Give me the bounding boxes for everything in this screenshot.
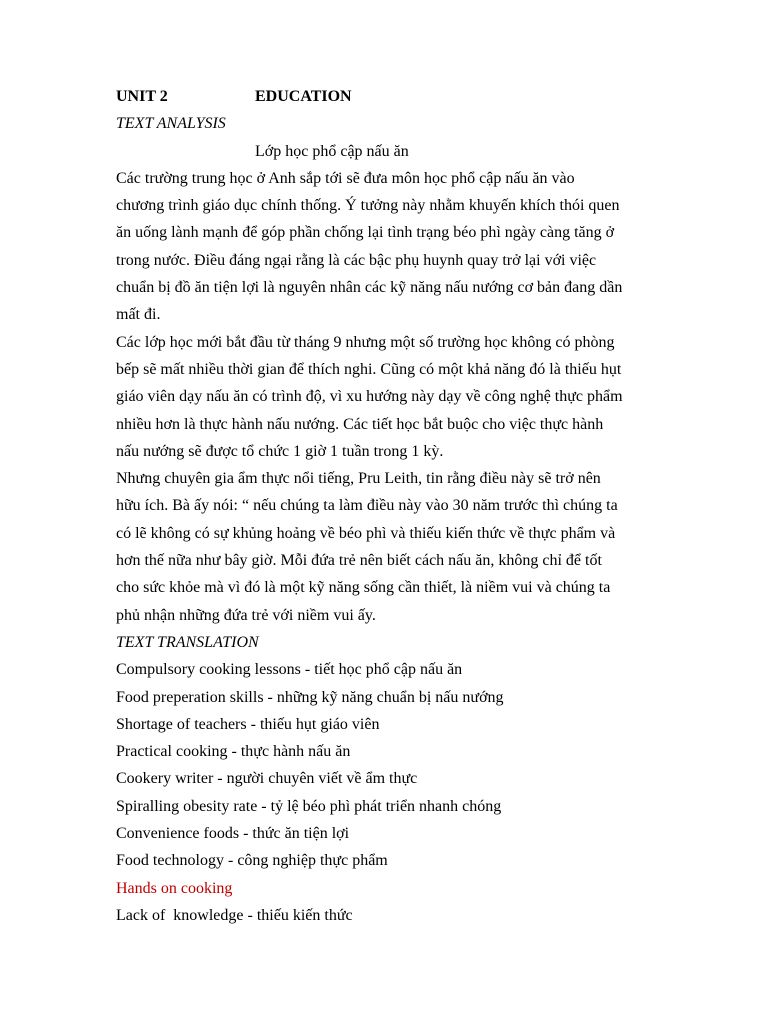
article-title: Lớp học phổ cập nấu ăn	[255, 142, 409, 160]
paragraph-1	[116, 165, 656, 329]
paragraph-line: mất đi.	[116, 306, 161, 324]
text-translation-label: TEXT TRANSLATION	[116, 633, 259, 651]
paragraph-line: nhiều hơn là thực hành nấu nướng. Các tiết học bắt buộc cho việc thực hành	[116, 415, 604, 433]
paragraph-line: nấu nướng sẽ được tổ chức 1 giờ 1 tuần trong 1 kỳ.	[116, 442, 444, 460]
paragraph-line: cho sức khỏe mà vì đó là một kỹ năng sống cần thiết, là niềm vui và chúng ta	[116, 579, 611, 597]
paragraph-2	[116, 329, 656, 465]
text-analysis-label: TEXT ANALYSIS	[116, 115, 226, 133]
vocabulary-item: Food preperation skills - những kỹ năng chuẩn bị nấu nướng	[116, 688, 504, 706]
vocabulary-item: Spiralling obesity rate - tỷ lệ béo phì phát triển nhanh chóng	[116, 797, 502, 815]
paragraph-line: Các lớp học mới bắt đầu từ tháng 9 nhưng một số trường học không có phòng	[116, 333, 615, 351]
paragraph-line: bếp sẽ mất nhiều thời gian để thích nghi. Cũng có một khả năng đó là thiếu hụt	[116, 360, 622, 378]
paragraph-line: hơn thế nữa như bây giờ. Mỗi đứa trẻ nên biết cách nấu ăn, không chỉ để tốt	[116, 552, 602, 570]
paragraph-line: Nhưng chuyên gia ẩm thực nổi tiếng, Pru Leith, tin rằng điều này sẽ trở nên	[116, 470, 601, 488]
paragraph-line: có lẽ không có sự khủng hoảng về béo phì và thiếu kiến thức về thực phẩm và	[116, 524, 616, 542]
unit-heading	[116, 83, 656, 110]
vocabulary-item: Food technology - công nghiệp thực phẩm	[116, 852, 388, 870]
paragraph-line: giáo viên dạy nấu ăn có trình độ, vì xu hướng này dạy về công nghệ thực phẩm	[116, 388, 623, 406]
paragraph-3	[116, 465, 656, 629]
paragraph-line: phủ nhận những đứa trẻ với niềm vui ấy.	[116, 606, 376, 624]
paragraph-line: trong nước. Điều đáng ngại rằng là các bậc phụ huynh quay trở lại với việc	[116, 251, 597, 269]
vocabulary-item: Lack of knowledge - thiếu kiến thức	[116, 906, 353, 924]
document-page	[116, 83, 656, 929]
vocabulary-item: Practical cooking - thực hành nấu ăn	[116, 743, 351, 761]
vocabulary-item: Cookery writer - người chuyên viết về ẩm thực	[116, 770, 418, 788]
paragraph-line: ăn uống lành mạnh để góp phần chống lại tình trạng béo phì ngày càng tăng ở	[116, 224, 615, 242]
unit-number: UNIT 2	[116, 88, 168, 105]
vocabulary-item: Shortage of teachers - thiếu hụt giáo viên	[116, 715, 380, 733]
paragraph-line: chương trình giáo dục chính thống. Ý tưởng này nhằm khuyến khích thói quen	[116, 197, 620, 215]
paragraph-line: Các trường trung học ở Anh sắp tới sẽ đưa môn học phổ cập nấu ăn vào	[116, 169, 575, 187]
paragraph-line: hữu ích. Bà ấy nói: “ nếu chúng ta làm điều này vào 30 năm trước thì chúng ta	[116, 497, 618, 515]
vocabulary-item: Convenience foods - thức ăn tiện lợi	[116, 825, 350, 843]
vocabulary-item: Compulsory cooking lessons - tiết học phổ cập nấu ăn	[116, 661, 463, 679]
unit-subject: EDUCATION	[255, 88, 352, 105]
paragraph-line: chuẩn bị đồ ăn tiện lợi là nguyên nhân các kỹ năng nấu nướng cơ bản đang dần	[116, 279, 623, 297]
vocabulary-list	[116, 656, 656, 929]
highlighted-vocabulary-term: Hands on cooking	[116, 879, 233, 897]
